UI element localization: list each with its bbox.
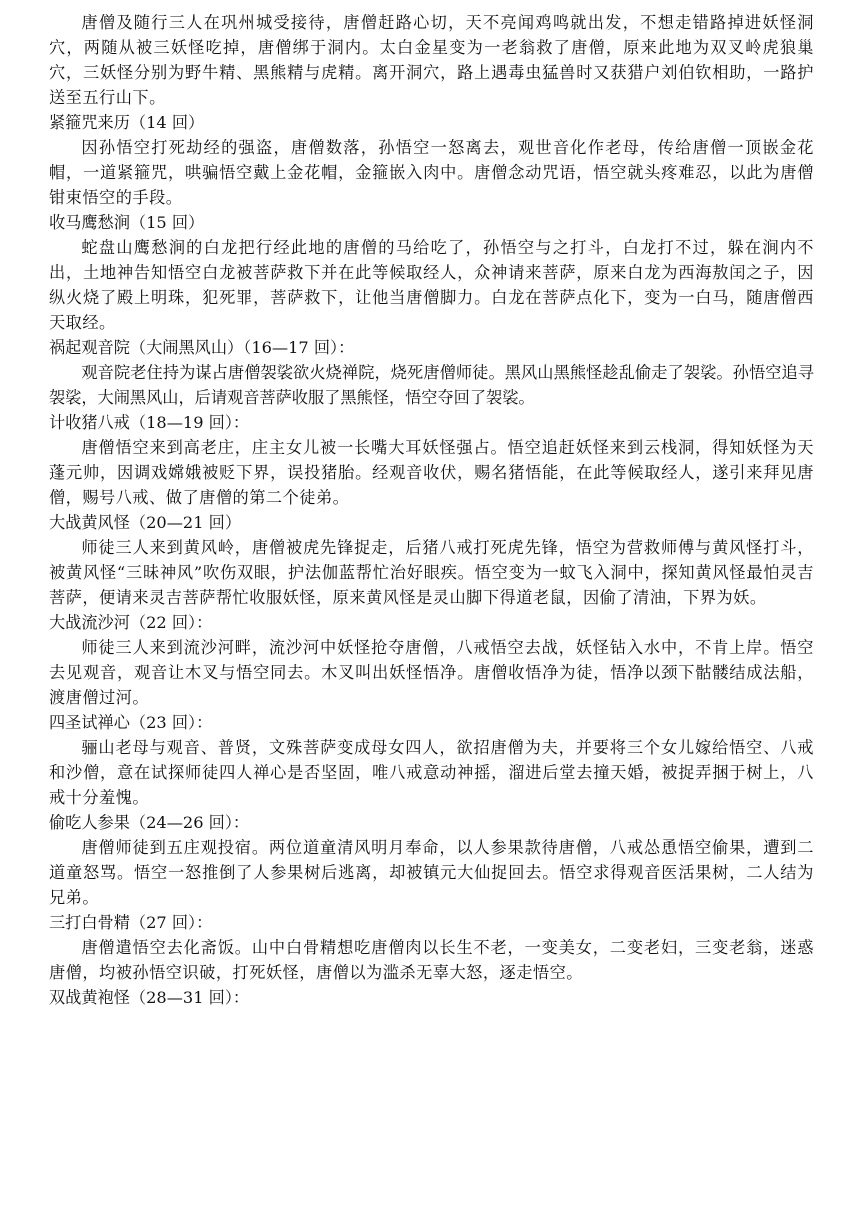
section-ginseng-fruit (49, 810, 814, 910)
section-heading: 三打白骨精（27 回）： (49, 913, 213, 932)
section-intro (49, 10, 814, 110)
section-jingu-curse (49, 110, 814, 210)
section-heading: 祸起观音院（大闹黑风山）（16—17 回）： (49, 338, 355, 357)
section-four-saints (49, 710, 814, 810)
section-heading: 紧箍咒来历（14 回） (49, 113, 205, 132)
section-heading: 偷吃人参果（24—26 回）： (49, 813, 250, 832)
section-guanyin-temple (49, 335, 814, 410)
section-paragraph: 唐僧悟空来到高老庄，庄主女儿被一长嘴大耳妖怪强占。悟空追赶妖怪来到云栈洞，得知妖怪为天蓬元帅，因调戏嫦娥被贬下界，误投猪胎。经观音收伏，赐名猪悟能，在此等候取经人，遂引来拜见唐僧，赐号八戒、做了唐僧的第二个徒弟。 (49, 438, 814, 507)
section-paragraph: 唐僧遣悟空去化斋饭。山中白骨精想吃唐僧肉以长生不老，一变美女，二变老妇，三变老翁，迷惑唐僧，均被孙悟空识破，打死妖怪，唐僧以为滥杀无辜大怒，逐走悟空。 (49, 938, 814, 982)
section-heading: 大战黄风怪（20—21 回） (49, 513, 242, 532)
section-paragraph: 因孙悟空打死劫经的强盗，唐僧数落，孙悟空一怒离去，观世音化作老母，传给唐僧一顶嵌金花帽，一道紧箍咒，哄骗悟空戴上金花帽，金箍嵌入肉中。唐僧念动咒语，悟空就头疼难忍，以此为唐僧钳束悟空的手段。 (49, 138, 814, 207)
section-paragraph: 骊山老母与观音、普贤，文殊菩萨变成母女四人，欲招唐僧为夫，并要将三个女儿嫁给悟空、八戒和沙僧，意在试探师徒四人禅心是否坚固，唯八戒意动神摇，溜进后堂去撞天婚，被捉弄捆于树上，八戒十分羞愧。 (49, 738, 814, 807)
section-white-bone (49, 910, 814, 985)
section-horse-gorge (49, 210, 814, 335)
section-paragraph: 观音院老住持为谋占唐僧袈裟欲火烧禅院，烧死唐僧师徒。黑风山黑熊怪趁乱偷走了袈裟。孙悟空追寻袈裟，大闹黑风山，后请观音菩萨收服了黑熊怪，悟空夺回了袈裟。 (49, 363, 814, 407)
section-paragraph: 师徒三人来到流沙河畔，流沙河中妖怪抢夺唐僧，八戒悟空去战，妖怪钻入水中，不肯上岸。悟空去见观音，观音让木叉与悟空同去。木叉叫出妖怪悟净。唐僧收悟净为徒，悟净以颈下骷髅结成法船，渡唐僧过河。 (49, 638, 814, 707)
section-heading: 大战流沙河（22 回）： (49, 613, 213, 632)
section-heading: 四圣试禅心（23 回）： (49, 713, 213, 732)
section-paragraph: 师徒三人来到黄风岭，唐僧被虎先锋捉走，后猪八戒打死虎先锋，悟空为营救师傅与黄风怪打斗，被黄风怪“三昧神风”吹伤双眼，护法伽蓝帮忙治好眼疾。悟空变为一蚊飞入洞中，探知黄风怪最怕灵吉菩萨，便请来灵吉菩萨帮忙收服妖怪，原来黄风怪是灵山脚下得道老鼠，因偷了清油，下界为妖。 (49, 538, 814, 607)
section-heading: 计收猪八戒（18—19 回）： (49, 413, 250, 432)
section-paragraph: 蛇盘山鹰愁涧的白龙把行经此地的唐僧的马给吃了，孙悟空与之打斗，白龙打不过，躲在涧内不出，土地神告知悟空白龙被菩萨救下并在此等候取经人，众神请来菩萨，原来白龙为西海敖闰之子，因纵火烧了殿上明珠，犯死罪，菩萨救下，让他当唐僧脚力。白龙在菩萨点化下，变为一白马，随唐僧西天取经。 (49, 238, 814, 332)
section-zhu-bajie (49, 410, 814, 510)
section-flowing-sand (49, 610, 814, 710)
section-paragraph: 唐僧师徒到五庄观投宿。两位道童清风明月奉命，以人参果款待唐僧，八戒怂恿悟空偷果，遭到二道童怒骂。悟空一怒推倒了人参果树后逃离，却被镇元大仙捉回去。悟空求得观音医活果树，二人结为兄弟。 (49, 838, 814, 907)
section-heading: 双战黄袍怪（28—31 回）： (49, 988, 250, 1007)
section-yellow-robe (49, 985, 814, 1010)
section-paragraph: 唐僧及随行三人在巩州城受接待，唐僧赶路心切，天不亮闻鸡鸣就出发，不想走错路掉进妖怪洞穴，两随从被三妖怪吃掉，唐僧绑于洞内。太白金星变为一老翁救了唐僧，原来此地为双叉岭虎狼巢穴，三妖怪分别为野牛精、黑熊精与虎精。离开洞穴，路上遇毒虫猛兽时又获猎户刘伯钦相助，一路护送至五行山下。 (49, 13, 814, 107)
section-yellow-wind (49, 510, 814, 610)
section-heading: 收马鹰愁涧（15 回） (49, 213, 205, 232)
